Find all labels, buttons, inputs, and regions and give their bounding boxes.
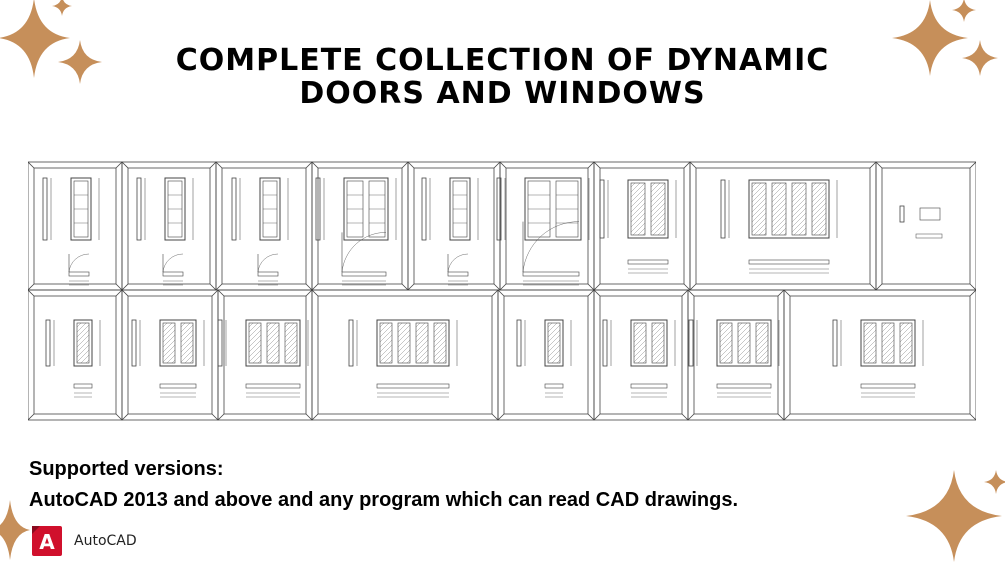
cad-panel: [498, 290, 594, 420]
autocad-logo-letter: A: [39, 530, 55, 554]
sparkle-icon: [52, 0, 72, 16]
cad-panel: [28, 162, 122, 290]
cad-panel: [690, 162, 876, 290]
cad-panel: [122, 290, 218, 420]
cad-panel: [312, 290, 498, 420]
cad-panel: [594, 162, 690, 290]
sparkle-icon: [984, 470, 1005, 494]
cad-panel: [784, 290, 976, 420]
cad-panel: [876, 162, 976, 290]
cad-drawing-canvas: [28, 160, 976, 424]
cad-panel: [497, 162, 594, 290]
title-line-2: DOORS AND WINDOWS: [299, 76, 706, 111]
cad-panel: [688, 290, 784, 420]
title-line-1: COMPLETE COLLECTION OF DYNAMIC: [175, 43, 830, 78]
cad-panel: [28, 290, 122, 420]
autocad-brand: [30, 524, 137, 558]
page-title: [0, 44, 1005, 110]
autocad-logo-icon: [30, 524, 64, 558]
cad-panel: [594, 290, 688, 420]
cad-drawing-sheet: [28, 160, 976, 424]
cad-panel: [218, 290, 312, 420]
autocad-brand-name: AutoCAD: [74, 533, 137, 549]
supported-versions-heading: Supported versions:: [29, 458, 224, 480]
sparkle-icon: [0, 500, 30, 560]
cad-panel: [312, 162, 408, 290]
cad-panel: [216, 162, 312, 290]
sparkle-icon: [952, 0, 976, 22]
cad-panel: [122, 162, 216, 290]
cad-panel: [408, 162, 500, 290]
supported-versions-detail: AutoCAD 2013 and above and any program which can read CAD drawings.: [29, 489, 739, 511]
